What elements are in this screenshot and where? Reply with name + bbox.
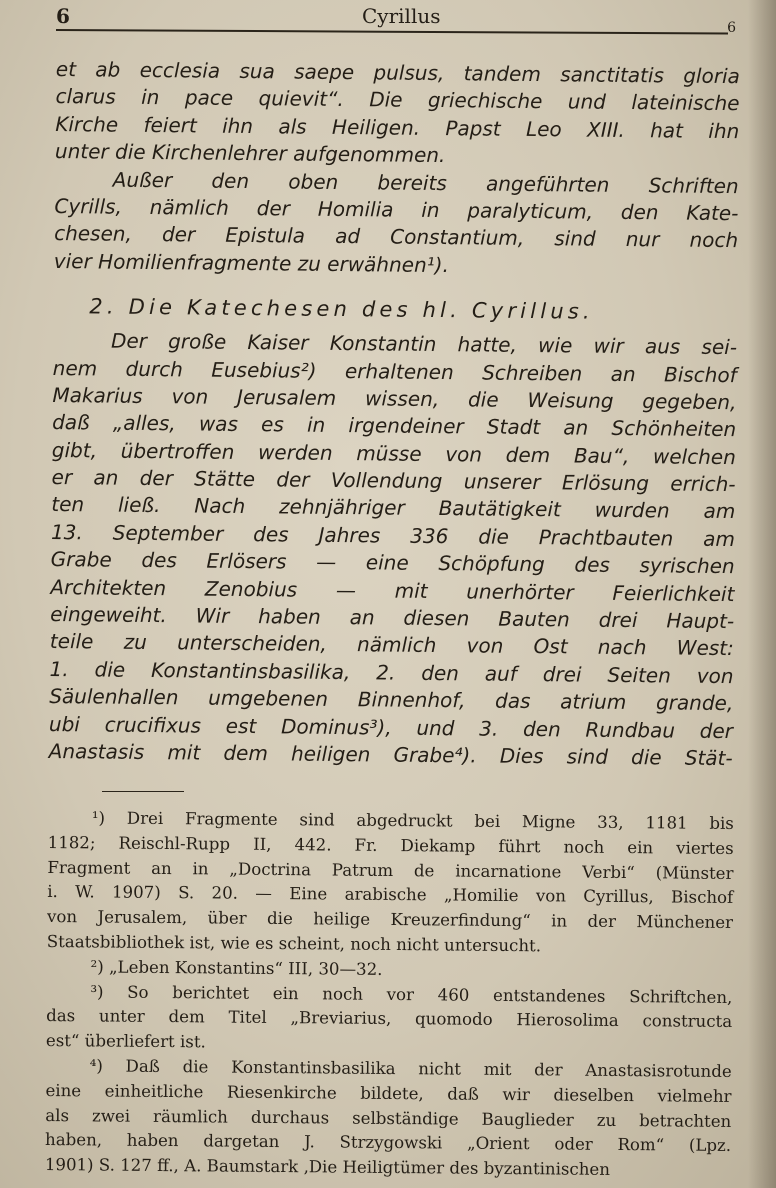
paragraph-1 xyxy=(55,56,740,173)
text-line: Grabe des Erlösers — eine Schöpfung des syrischen xyxy=(50,547,735,579)
footnote-line: 1182; Reischl-Rupp II, 442. Fr. Diekamp führt noch ein viertes xyxy=(47,832,734,858)
text-line: ubi crucifixus est Dominus³), und 3. den Rundbau der xyxy=(48,711,734,743)
text-line: Außer den oben bereits angeführten Schriften xyxy=(112,167,739,198)
footnote-line: i. W. 1907) S. 20. — Eine arabische „Homilie von Cyrillus, Bischof xyxy=(47,882,734,908)
footnote-line: Staatsbibliothek ist, wie es scheint, noch nicht untersucht. xyxy=(46,931,542,956)
text-line: Anastasis mit dem heiligen Grabe⁴). Dies sind die Stät- xyxy=(48,738,733,771)
paragraph-3 xyxy=(49,327,738,772)
main-text xyxy=(49,56,740,772)
text-line: Säulenhallen umgebenen Binnenhof, das atrium grande, xyxy=(49,684,734,716)
text-line: et ab ecclesia sua saepe pulsus, tandem sanctitatis gloria xyxy=(55,56,740,89)
text-line: daß „alles, was es in irgendeiner Stadt an Schönheiten xyxy=(52,410,737,442)
footnote-line: eine einheitliche Riesenkirche bildete, daß wir dieselben vielmehr xyxy=(45,1080,732,1106)
text-line: clarus in pace quievit“. Die griechische und lateinische xyxy=(55,84,740,116)
footnote-line: von Jerusalem, über die heilige Kreuzerfindung“ in der Münchener xyxy=(46,907,734,933)
text-line: gibt, übertroffen werden müsse von dem Bau“, welchen xyxy=(51,437,736,469)
text-line: er an der Stätte der Vollendung unserer Erlösung errich- xyxy=(51,465,736,497)
text-line: eingeweiht. Wir haben an diesen Bauten drei Haupt- xyxy=(50,602,735,634)
text-line: nem durch Eusebius²) erhaltenen Schreiben an Bischof xyxy=(52,355,737,387)
text-line: Cyrills, nämlich der Homilia in paralyticum, den Kate- xyxy=(54,193,739,226)
page-edge-shadow xyxy=(748,0,776,1188)
footnotes xyxy=(45,806,734,1184)
footnote-line: Fragment an in „Doctrina Patrum de incarnatione Verbi“ (Münster xyxy=(47,857,734,883)
footnote-line: ²) „Leben Konstantins“ III, 30—32. xyxy=(90,957,383,979)
text-line: teile zu unterscheiden, nämlich von Ost nach West: xyxy=(49,629,734,661)
footnote-line: ¹) Drei Fragmente sind abgedruckt bei Migne 33, 1181 bis xyxy=(91,808,734,833)
footnote-line: ³) So berichtet ein noch vor 460 entstandenes Schriftchen, xyxy=(90,981,733,1007)
footnote-line: est“ überliefert ist. xyxy=(45,1031,206,1052)
footnote-4 xyxy=(45,1054,732,1184)
footnote-line: das unter dem Titel „Breviarius, quomodo Hierosolima constructa xyxy=(46,1006,733,1032)
footnote-line: ⁴) Daß die Konstantinsbasilika nicht mit der Anastasisrotunde xyxy=(89,1056,732,1081)
page-number-right: 6 xyxy=(727,20,736,36)
footnote-1 xyxy=(47,806,734,961)
text-line: ten ließ. Nach zehnjähriger Bautätigkeit wurden am xyxy=(51,492,736,524)
text-line: 1. die Konstantinsbasilika, 2. den auf drei Seiten von xyxy=(49,656,734,688)
text-line: Makarius von Jerusalem wissen, die Weisung gegeben, xyxy=(52,382,737,415)
text-line: chesen, der Epistula ad Constantium, sind nur noch xyxy=(54,221,739,253)
text-line: Architekten Zenobius — mit unerhörter Feierlichkeit xyxy=(50,574,735,606)
text-line: 13. September des Jahres 336 die Prachtbauten am xyxy=(50,519,736,551)
text-line: Der große Kaiser Konstantin hatte, wie wir aus sei- xyxy=(110,328,738,360)
footnote-3 xyxy=(46,980,733,1060)
footnote-line: 1901) S. 127 ff., A. Baumstark ‚Die Heiligtümer des byzantinischen xyxy=(44,1155,611,1180)
section-heading: 2. Die Katechesen des hl. Cyrillus. xyxy=(89,294,594,324)
footnote-line: haben, haben dargetan J. Strzygowski „Orient oder Rom“ (Lpz. xyxy=(45,1130,732,1156)
text-line: Kirche feiert ihn als Heiligen. Papst Leo XIII. hat ihn xyxy=(55,111,740,143)
footnote-rule xyxy=(102,791,184,792)
text-line: vier Homilienfragmente zu erwähnen¹). xyxy=(53,248,450,277)
running-title: Cyrillus xyxy=(362,4,441,28)
page-number-left: 6 xyxy=(56,4,70,28)
footnote-line: als zwei räumlich durchaus selbständige Bauglieder zu betrachten xyxy=(45,1105,732,1131)
text-line: unter die Kirchenlehrer aufgenommen. xyxy=(54,139,446,168)
paragraph-2 xyxy=(54,166,739,283)
